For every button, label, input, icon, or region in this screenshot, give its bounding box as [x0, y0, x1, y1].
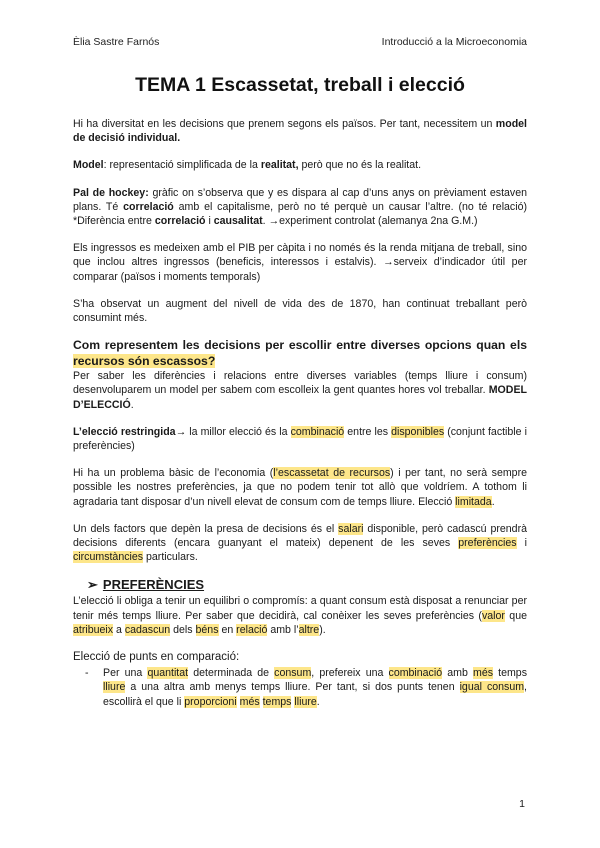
header-course: Introducció a la Microeconomia: [381, 36, 527, 48]
key-term: Pal de hockey:: [73, 186, 149, 199]
paragraph-intro: Hi ha diversitat en les decisions que prenem segons els països. Per tant, necessitem un model de decisió individual.: [73, 118, 527, 145]
header-author: Èlia Sastre Farnós: [73, 36, 160, 48]
highlight: igual consum: [459, 681, 525, 694]
paragraph-preferences: L’elecció li obliga a tenir un equilibri o compromís: a quant consum està disposat a renunciar per tenir més temps lliure. Per saber que decidirà, cal conèixer les seves preferències (valor que atribueix a cadascun dels béns en relació amb l’altre).: [73, 595, 527, 636]
highlight: limitada: [455, 495, 492, 508]
subheading-comparison: Elecció de punts en comparació:: [73, 651, 240, 664]
paragraph-restricted-choice: L’elecció restringida→ la millor elecció és la combinació entre les disponibles (conjunt factible i preferències): [73, 425, 527, 453]
highlight: l’escassetat de recursos: [273, 467, 391, 480]
key-term: model de decisió individual.: [73, 118, 527, 145]
paragraph-living-standard: S’ha observat un augment del nivell de vida des de 1870, han continuat treballant però consumint més.: [73, 297, 527, 325]
key-term: correlació: [123, 200, 174, 213]
highlight: quantitat: [147, 667, 189, 680]
section-heading-preferences: [87, 577, 527, 593]
paragraph-hockey-stick: Pal de hockey: gràfic on s’observa que y es dispara al cap d’uns anys on prèviament estaven plans. Té correlació amb el capitalisme, però no té perquè un causar l’altre. (no té relació) *Diferència entre correlació i causalitat. →experiment controlat (alemanya 2na G.M.): [73, 186, 528, 228]
question-heading: Com representem les decisions per escollir entre diverses opcions quan els recursos són escassos?: [73, 338, 527, 368]
highlight: consum: [274, 667, 312, 680]
dash-bullet: -: [85, 667, 89, 680]
highlight: circumstàncies: [73, 551, 144, 564]
paragraph-income: Els ingressos es medeixen amb el PIB per càpita i no només és la renda mitjana de treball, sino que inclou altres ingressos (beneficis, interessos i estalvis). →serveix d’indicador útil per comparar (països i moments temporals): [73, 242, 527, 283]
highlight: recursos són escassos?: [73, 353, 216, 368]
key-term: realitat,: [260, 159, 299, 172]
paragraph-scarcity: Hi ha un problema bàsic de l’economia (l’escassetat de recursos) i per tant, no serà sempre possible les nostres preferències, ja que no podem tenir tot allò que voldríem. A tothom li agradaria tant disposar d’un nivell elevat de consum com de temps lliure. Elecció limitada.: [73, 467, 527, 508]
paragraph-salary: Un dels factors que depèn la presa de decisions és el salari disponible, però cadascú prendrà decisions diferents (encara guanyant el mateix) depenent de les seves preferències i circumstàncies particulars.: [73, 522, 527, 564]
highlight: combinació: [388, 667, 443, 680]
highlight: atribueix: [73, 623, 114, 636]
highlight: lliure: [294, 695, 317, 708]
page-title: TEMA 1 Escassetat, treball i elecció: [135, 74, 465, 96]
highlight: preferències: [458, 537, 517, 550]
highlight: més: [473, 667, 494, 680]
highlight: altre: [298, 623, 320, 636]
page-number: 1: [519, 798, 525, 810]
highlight: combinació: [290, 425, 345, 438]
key-term: Model: [73, 159, 104, 172]
paragraph-choice-model: Per saber les diferències i relacions entre diverses variables (temps lliure i consum) desenvoluparem un model per sabem com escolleix la gent quantes hores vol treballar. MODEL D’ELECCIÓ.: [73, 370, 527, 411]
highlight: proporcioni: [184, 695, 237, 708]
list-item: - Per una quantitat determinada de consum, prefereix una combinació amb més temps lliure a una altra amb menys temps lliure. Per tant, si dos punts tenen igual consum, escollirà el que li proporcioni més temps lliure.: [85, 667, 527, 708]
paragraph-model: Model: representació simplificada de la realitat, però que no és la realitat.: [73, 159, 422, 172]
key-term: causalitat: [213, 215, 263, 228]
key-term: L’elecció restringida: [73, 425, 176, 438]
highlight: lliure: [103, 681, 126, 694]
highlight: relació: [236, 623, 268, 636]
highlight: salari: [338, 522, 364, 535]
key-term: MODEL D’ELECCIÓ: [73, 384, 527, 411]
document-body: [73, 117, 527, 709]
highlight: cadascun: [124, 623, 171, 636]
highlight: béns: [195, 623, 219, 636]
key-term: correlació: [154, 215, 206, 228]
bullet-list: [73, 666, 527, 709]
highlight: valor: [481, 609, 505, 622]
highlight: més: [239, 695, 260, 708]
highlight: temps: [262, 695, 292, 708]
arrow-bullet-icon: ➢: [87, 577, 98, 593]
highlight: disponibles: [391, 425, 445, 438]
section-label: PREFERÈNCIES: [102, 577, 205, 593]
